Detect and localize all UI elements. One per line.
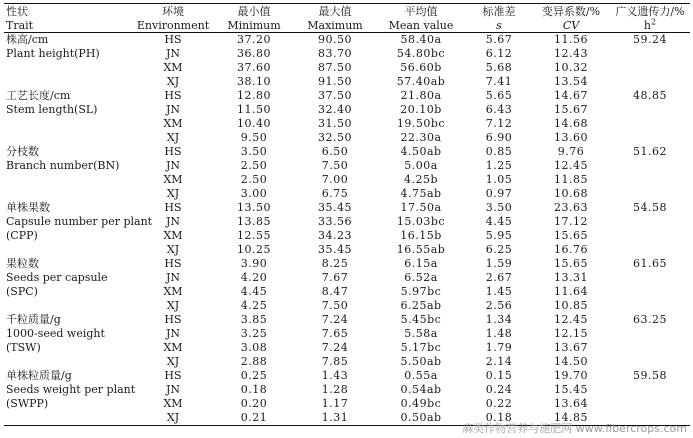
- sd-cell: 2.14: [485, 355, 513, 368]
- sd-cell: 5.67: [485, 33, 513, 46]
- cv-cell: 11.64: [554, 285, 588, 298]
- sd-cell: 1.05: [485, 173, 513, 186]
- mean-cell: 21.80a: [400, 89, 442, 102]
- environment-cell: XJ: [166, 355, 180, 368]
- header-environment: 环境: [132, 4, 214, 19]
- h2-cell: [610, 285, 690, 299]
- environment-cell: XM: [163, 173, 183, 186]
- mean-cell: 57.40ab: [396, 75, 446, 88]
- trait-cell: Seeds weight per plant: [6, 383, 136, 396]
- table-row: [4, 355, 690, 369]
- cv-cell: 15.45: [554, 383, 588, 396]
- maximum-cell: 7.24: [321, 313, 349, 326]
- sd-cell: 2.67: [485, 271, 513, 284]
- trait-cell: 单株粒质量/g: [6, 369, 72, 382]
- table-row: [4, 61, 690, 75]
- sd-cell: 0.15: [485, 369, 513, 382]
- mean-cell: 6.52a: [404, 271, 438, 284]
- table-row: [4, 145, 690, 159]
- table-row: [4, 285, 690, 299]
- sd-cell: 2.56: [485, 299, 513, 312]
- minimum-cell: 0.21: [214, 411, 294, 426]
- cv-cell: 15.65: [554, 229, 588, 242]
- maximum-cell: 6.75: [321, 187, 349, 200]
- maximum-cell: 35.45: [318, 201, 352, 214]
- header-mean: 平均值: [376, 4, 466, 19]
- sd-cell: 1.79: [485, 341, 513, 354]
- trait-cell: [4, 243, 132, 257]
- environment-cell: JN: [165, 103, 181, 116]
- trait-cell: 工艺长度/cm: [6, 89, 71, 102]
- environment-cell: HS: [164, 257, 182, 270]
- environment-cell: HS: [164, 201, 182, 214]
- cv-cell: 15.67: [554, 103, 588, 116]
- header-environment-en: Environment: [132, 18, 214, 33]
- cv-cell: 14.68: [554, 117, 588, 130]
- cv-cell: 12.45: [554, 159, 588, 172]
- h2-cell: [610, 103, 690, 117]
- sd-cell: 0.97: [485, 187, 513, 200]
- maximum-cell: 1.17: [321, 397, 349, 410]
- sd-cell: 1.59: [485, 257, 513, 270]
- maximum-cell: 90.50: [318, 33, 352, 46]
- maximum-cell: 1.43: [321, 369, 349, 382]
- header-trait-en: Trait: [4, 18, 132, 33]
- trait-cell: [4, 75, 132, 89]
- table-row: [4, 75, 690, 89]
- minimum-cell: 3.08: [240, 341, 268, 354]
- table-row: [4, 271, 690, 285]
- mean-cell: 5.58a: [404, 327, 438, 340]
- sd-cell: 1.34: [485, 313, 513, 326]
- header-minimum-en: Minimum: [214, 18, 294, 33]
- header-row-english: [4, 18, 690, 33]
- cv-cell: 15.65: [554, 257, 588, 270]
- maximum-cell: 6.50: [321, 145, 349, 158]
- maximum-cell: 32.40: [318, 103, 352, 116]
- trait-cell: [4, 173, 132, 187]
- cv-cell: 11.56: [554, 33, 588, 46]
- h2-cell: 59.58: [633, 369, 667, 382]
- mean-cell: 5.00a: [404, 159, 438, 172]
- environment-cell: XJ: [166, 75, 180, 88]
- table-row: [4, 243, 690, 257]
- minimum-cell: 3.90: [240, 257, 268, 270]
- maximum-cell: 33.56: [318, 215, 352, 228]
- mean-cell: 6.15a: [404, 257, 438, 270]
- minimum-cell: 4.20: [240, 271, 268, 284]
- environment-cell: XM: [163, 285, 183, 298]
- cv-cell: 19.70: [554, 369, 588, 382]
- mean-cell: 54.80bc: [396, 47, 446, 60]
- environment-cell: JN: [165, 327, 181, 340]
- minimum-cell: 0.25: [240, 369, 268, 382]
- mean-cell: 0.55a: [404, 369, 438, 382]
- sd-cell: 1.25: [485, 159, 513, 172]
- table-row: [4, 187, 690, 201]
- minimum-cell: 36.80: [237, 47, 271, 60]
- minimum-cell: 2.50: [240, 173, 268, 186]
- h2-cell: [610, 271, 690, 285]
- environment-cell: JN: [165, 159, 181, 172]
- maximum-cell: 83.70: [318, 47, 352, 60]
- environment-cell: HS: [164, 33, 182, 46]
- header-maximum: 最大值: [294, 4, 376, 19]
- trait-cell: 株高/cm: [6, 33, 49, 46]
- minimum-cell: 13.50: [237, 201, 271, 214]
- header-minimum: 最小值: [214, 4, 294, 19]
- minimum-cell: 38.10: [237, 75, 271, 88]
- sd-cell: 6.43: [485, 103, 513, 116]
- sd-cell: 0.22: [485, 397, 513, 410]
- mean-cell: 0.50ab: [376, 411, 466, 426]
- h2-cell: [610, 215, 690, 229]
- trait-cell: 单株果数: [6, 201, 50, 214]
- h2-cell: 54.58: [633, 201, 667, 214]
- minimum-cell: 3.85: [240, 313, 268, 326]
- mean-cell: 19.50bc: [396, 117, 446, 130]
- table-row: [4, 369, 690, 383]
- mean-cell: 22.30a: [400, 131, 442, 144]
- cv-cell: 14.85: [532, 411, 610, 426]
- cv-cell: 13.67: [554, 341, 588, 354]
- cv-cell: 11.85: [554, 173, 588, 186]
- header-h2-en: [610, 18, 690, 33]
- mean-cell: 5.45bc: [400, 313, 442, 326]
- trait-cell: (SPC): [6, 285, 38, 298]
- h2-cell: [610, 229, 690, 243]
- minimum-cell: 13.85: [237, 215, 271, 228]
- h2-cell: [610, 187, 690, 201]
- environment-cell: JN: [165, 383, 181, 396]
- h2-cell: [610, 299, 690, 313]
- minimum-cell: 12.80: [237, 89, 271, 102]
- h2-cell: [610, 159, 690, 173]
- maximum-cell: 8.47: [321, 285, 349, 298]
- table-row: [4, 215, 690, 229]
- mean-cell: 4.50ab: [400, 145, 442, 158]
- trait-cell: [4, 131, 132, 145]
- table-row: [4, 257, 690, 271]
- sd-cell: 6.25: [485, 243, 513, 256]
- minimum-cell: 0.18: [240, 383, 268, 396]
- cv-cell: 9.76: [557, 145, 585, 158]
- watermark: 麻类作物营养与施肥网 www.fibercrops.com: [462, 422, 687, 435]
- environment-cell: XJ: [166, 187, 180, 200]
- cv-cell: 10.85: [554, 299, 588, 312]
- minimum-cell: 37.60: [237, 61, 271, 74]
- table-row: [4, 201, 690, 215]
- h2-cell: 59.24: [633, 33, 667, 46]
- cv-cell: 16.76: [554, 243, 588, 256]
- trait-cell: [4, 187, 132, 201]
- table-row: [4, 47, 690, 61]
- maximum-cell: 7.67: [321, 271, 349, 284]
- cv-cell: 14.50: [554, 355, 588, 368]
- trait-cell: 千粒质量/g: [6, 313, 61, 326]
- sd-cell: 6.90: [485, 131, 513, 144]
- environment-cell: XJ: [166, 299, 180, 312]
- maximum-cell: 87.50: [318, 61, 352, 74]
- environment-cell: HS: [164, 89, 182, 102]
- trait-cell: [4, 411, 132, 426]
- header-h2: 广义遗传力/%: [610, 4, 690, 19]
- environment-cell: JN: [165, 215, 181, 228]
- cv-cell: 12.45: [554, 313, 588, 326]
- minimum-cell: 3.25: [240, 327, 268, 340]
- minimum-cell: 4.25: [240, 299, 268, 312]
- table-row: [4, 327, 690, 341]
- sd-cell: 4.45: [485, 215, 513, 228]
- cv-cell: 17.12: [554, 215, 588, 228]
- h2-cell: [610, 383, 690, 397]
- table-row: [4, 103, 690, 117]
- sd-cell: 0.24: [485, 383, 513, 396]
- maximum-cell: 32.50: [318, 131, 352, 144]
- mean-cell: 5.50ab: [400, 355, 442, 368]
- environment-cell: XJ: [166, 243, 180, 256]
- trait-cell: 果粒数: [6, 257, 39, 270]
- mean-cell: 15.03bc: [396, 215, 446, 228]
- header-h2-superscript: 2: [651, 16, 657, 26]
- trait-cell: [4, 299, 132, 313]
- maximum-cell: 37.50: [318, 89, 352, 102]
- maximum-cell: 35.45: [318, 243, 352, 256]
- sd-cell: 1.48: [485, 327, 513, 340]
- trait-cell: Capsule number per plant: [6, 215, 153, 228]
- trait-cell: (TSW): [6, 341, 41, 354]
- header-sd-en: s: [466, 18, 532, 33]
- header-mean-en: Mean value: [376, 18, 466, 33]
- mean-cell: 5.17bc: [400, 341, 442, 354]
- table-row: [4, 313, 690, 327]
- h2-cell: 63.25: [633, 313, 667, 326]
- cv-cell: 13.31: [554, 271, 588, 284]
- minimum-cell: 11.50: [237, 103, 271, 116]
- h2-cell: 51.62: [633, 145, 667, 158]
- table-row: [4, 159, 690, 173]
- trait-cell: Stem length(SL): [6, 103, 98, 116]
- maximum-cell: 91.50: [318, 75, 352, 88]
- environment-cell: HS: [164, 313, 182, 326]
- maximum-cell: 7.50: [321, 299, 349, 312]
- cv-cell: 14.67: [554, 89, 588, 102]
- cv-cell: 10.68: [554, 187, 588, 200]
- h2-cell: 48.85: [633, 89, 667, 102]
- minimum-cell: 10.40: [237, 117, 271, 130]
- trait-cell: [4, 117, 132, 131]
- trait-cell: (CPP): [6, 229, 38, 242]
- h2-cell: [610, 243, 690, 257]
- maximum-cell: 31.50: [318, 117, 352, 130]
- mean-cell: 0.49bc: [400, 397, 442, 410]
- table-row: [4, 299, 690, 313]
- mean-cell: 5.97bc: [400, 285, 442, 298]
- mean-cell: 16.55ab: [396, 243, 446, 256]
- table-row: [4, 89, 690, 103]
- h2-cell: [610, 131, 690, 145]
- header-maximum-en: Maximum: [294, 18, 376, 33]
- environment-cell: XM: [163, 397, 183, 410]
- mean-cell: 16.15b: [400, 229, 442, 242]
- maximum-cell: 7.85: [321, 355, 349, 368]
- minimum-cell: 9.50: [240, 131, 268, 144]
- h2-cell: [610, 47, 690, 61]
- sd-cell: 5.65: [485, 89, 513, 102]
- h2-cell: [610, 341, 690, 355]
- header-cv: 变异系数/%: [532, 4, 610, 19]
- maximum-cell: 7.65: [321, 327, 349, 340]
- maximum-cell: 7.50: [321, 159, 349, 172]
- table-row: [4, 131, 690, 145]
- minimum-cell: 4.45: [240, 285, 268, 298]
- sd-cell: 5.95: [485, 229, 513, 242]
- cv-cell: 12.15: [554, 327, 588, 340]
- table-row: [4, 33, 690, 48]
- maximum-cell: 1.28: [321, 383, 349, 396]
- h2-cell: [610, 61, 690, 75]
- minimum-cell: 10.25: [237, 243, 271, 256]
- maximum-cell: 8.25: [321, 257, 349, 270]
- maximum-cell: 1.31: [294, 411, 376, 426]
- header-row-chinese: [4, 4, 690, 19]
- h2-cell: 61.65: [633, 257, 667, 270]
- cv-cell: 10.32: [554, 61, 588, 74]
- environment-cell: XM: [163, 229, 183, 242]
- minimum-cell: 3.50: [240, 145, 268, 158]
- header-sd: 标准差: [466, 4, 532, 19]
- environment-cell: XJ: [166, 131, 180, 144]
- environment-cell: XM: [163, 117, 183, 130]
- table-row: [4, 341, 690, 355]
- mean-cell: 0.54ab: [400, 383, 442, 396]
- minimum-cell: 37.20: [237, 33, 271, 46]
- mean-cell: 58.40a: [400, 33, 442, 46]
- sd-cell: 6.12: [485, 47, 513, 60]
- environment-cell: HS: [164, 145, 182, 158]
- trait-cell: (SWPP): [6, 397, 49, 410]
- table-row: [4, 117, 690, 131]
- h2-cell: [610, 75, 690, 89]
- trait-cell: Branch number(BN): [6, 159, 120, 172]
- h2-cell: [610, 327, 690, 341]
- h2-cell: [610, 117, 690, 131]
- header-cv-en: CV: [532, 18, 610, 33]
- maximum-cell: 7.00: [321, 173, 349, 186]
- sd-cell: 5.68: [485, 61, 513, 74]
- environment-cell: XM: [163, 61, 183, 74]
- sd-cell: 3.50: [485, 201, 513, 214]
- h2-cell: [610, 355, 690, 369]
- h2-cell: [610, 397, 690, 411]
- cv-cell: 13.60: [554, 131, 588, 144]
- cv-cell: 13.54: [554, 75, 588, 88]
- environment-cell: XM: [163, 341, 183, 354]
- mean-cell: 6.25ab: [400, 299, 442, 312]
- minimum-cell: 3.00: [240, 187, 268, 200]
- cv-cell: 13.64: [554, 397, 588, 410]
- table-row: [4, 383, 690, 397]
- header-trait: 性状: [4, 4, 132, 19]
- trait-statistics-table: [4, 3, 690, 426]
- mean-cell: 4.75ab: [400, 187, 442, 200]
- trait-cell: 分枝数: [6, 145, 39, 158]
- minimum-cell: 12.55: [237, 229, 271, 242]
- trait-cell: Plant height(PH): [6, 47, 100, 60]
- mean-cell: 20.10b: [400, 103, 442, 116]
- sd-cell: 0.85: [485, 145, 513, 158]
- trait-cell: Seeds per capsule: [6, 271, 108, 284]
- minimum-cell: 2.88: [240, 355, 268, 368]
- minimum-cell: 2.50: [240, 159, 268, 172]
- maximum-cell: 7.24: [321, 341, 349, 354]
- table-row: [4, 173, 690, 187]
- mean-cell: 4.25b: [403, 173, 439, 186]
- table-row: [4, 229, 690, 243]
- mean-cell: 17.50a: [400, 201, 442, 214]
- maximum-cell: 34.23: [318, 229, 352, 242]
- environment-cell: JN: [165, 271, 181, 284]
- cv-cell: 12.43: [554, 47, 588, 60]
- trait-cell: [4, 61, 132, 75]
- h2-cell: [610, 173, 690, 187]
- trait-cell: [4, 355, 132, 369]
- sd-cell: 0.18: [466, 411, 532, 426]
- environment-cell: XJ: [132, 411, 214, 426]
- header-h2-symbol: h: [643, 18, 651, 32]
- trait-cell: 1000-seed weight: [6, 327, 105, 340]
- minimum-cell: 0.20: [240, 397, 268, 410]
- table-row: [4, 397, 690, 411]
- sd-cell: 7.12: [485, 117, 513, 130]
- cv-cell: 23.63: [554, 201, 588, 214]
- sd-cell: 7.41: [485, 75, 513, 88]
- sd-cell: 1.45: [485, 285, 513, 298]
- environment-cell: JN: [165, 47, 181, 60]
- environment-cell: HS: [164, 369, 182, 382]
- mean-cell: 56.60b: [400, 61, 442, 74]
